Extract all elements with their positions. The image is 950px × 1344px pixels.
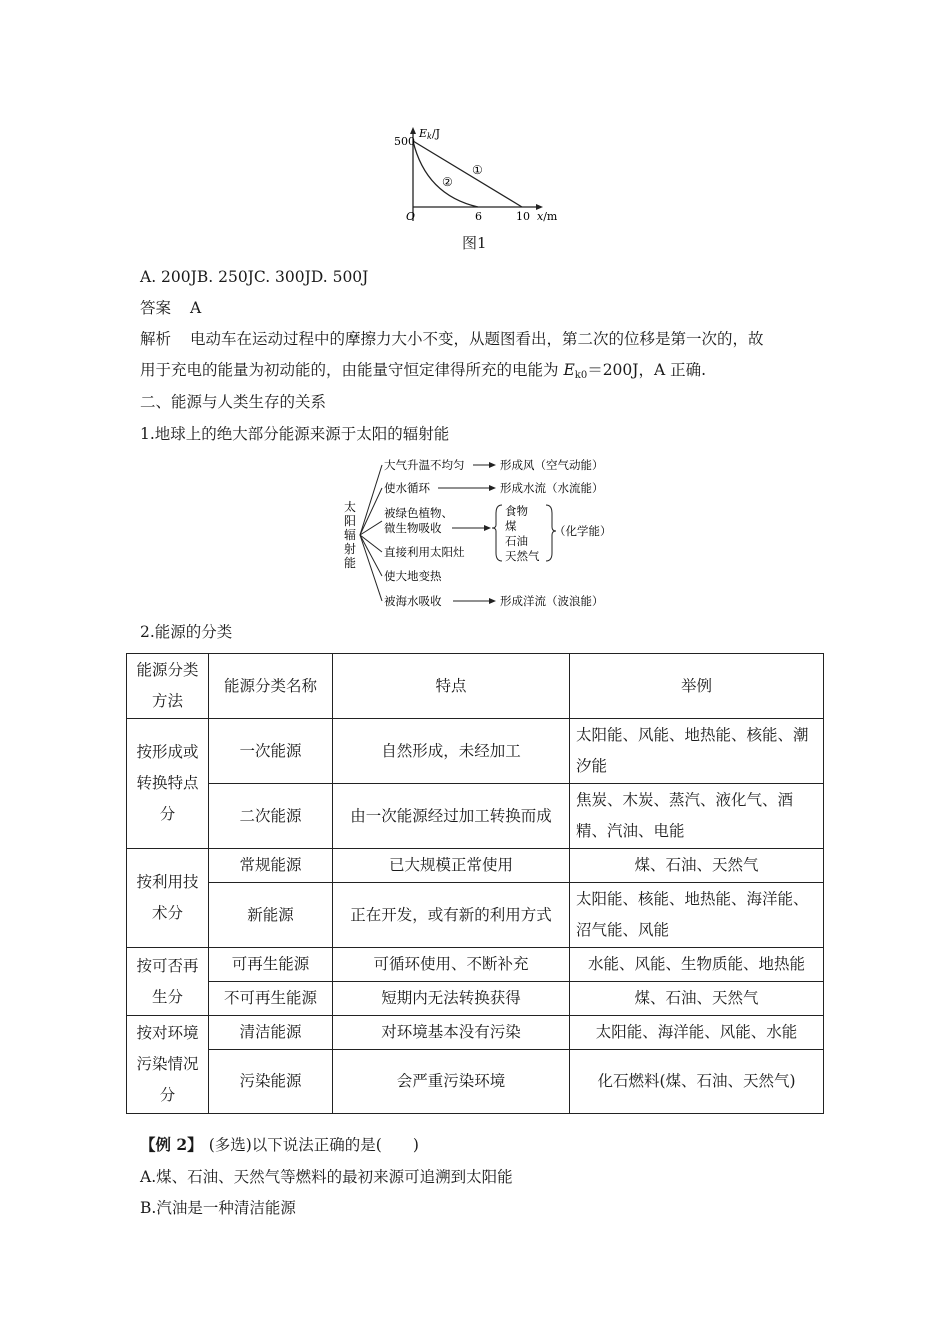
example-2-text: (多选)以下说法正确的是( ): [208, 1136, 419, 1154]
branch-3b: 微生物吸收: [384, 521, 442, 535]
options-line: A. 200JB. 250JC. 300JD. 500J: [140, 268, 369, 286]
method-cell: 按形成或转换特点分: [127, 719, 209, 849]
y-axis-arrow: [410, 127, 416, 134]
example-cell: 太阳能、核能、地热能、海洋能、沼气能、风能: [570, 883, 824, 948]
source-char-5: 能: [344, 556, 357, 570]
feature-cell: 短期内无法转换获得: [333, 982, 570, 1016]
analysis-line-1: [140, 328, 763, 350]
line-2-label: ②: [442, 175, 453, 189]
branch-1: 大气升温不均匀: [384, 458, 465, 472]
feature-cell: 对环境基本没有污染: [333, 1016, 570, 1050]
branch-3a: 被绿色植物、: [384, 506, 453, 520]
result-1: 形成风（空气动能）: [500, 458, 604, 472]
y-axis-label: Ek/J: [419, 127, 441, 141]
example-cell: 煤、石油、天然气: [570, 982, 824, 1016]
table-row: [127, 948, 824, 982]
section-2-title: 二、能源与人类生存的关系: [140, 393, 327, 411]
table-row: [127, 784, 824, 849]
table-header-row: [127, 654, 824, 719]
branch-4: 直接利用太阳灶: [384, 545, 465, 559]
feature-cell: 正在开发，或有新的利用方式: [333, 883, 570, 948]
name-cell: 二次能源: [209, 784, 333, 849]
table-row: [127, 883, 824, 948]
example-2-label: 【例 2】: [140, 1135, 203, 1154]
figure-1-caption: 图1: [462, 234, 487, 252]
line-1: [413, 141, 522, 207]
branch-2: 使水循环: [384, 481, 430, 495]
example-cell: 煤、石油、天然气: [570, 849, 824, 883]
example-2-option-b: B.汽油是一种清洁能源: [140, 1199, 296, 1217]
analysis-line-2: 用于充电的能量为初动能的，由能量守恒定律得所充的电能为 $E_{k0}=200J$，A 正确.: [140, 361, 707, 381]
example-cell: 太阳能、海洋能、风能、水能: [570, 1016, 824, 1050]
name-cell: 一次能源: [209, 719, 333, 784]
table-row: [127, 1050, 824, 1114]
header-method: 能源分类方法: [127, 654, 209, 719]
feature-cell: 已大规模正常使用: [333, 849, 570, 883]
result-6: 形成洋流（波浪能）: [500, 594, 604, 608]
method-cell: 按可否再生分: [127, 948, 209, 1016]
name-cell: 新能源: [209, 883, 333, 948]
example-cell: 水能、风能、生物质能、地热能: [570, 948, 824, 982]
branch-6: 被海水吸收: [384, 594, 442, 608]
feature-cell: 由一次能源经过加工转换而成: [333, 784, 570, 849]
header-example: 举例: [570, 654, 824, 719]
table-row: [127, 1016, 824, 1050]
example-cell: 焦炭、木炭、蒸汽、液化气、酒精、汽油、电能: [570, 784, 824, 849]
fan-lines: [360, 465, 382, 601]
name-cell: 污染能源: [209, 1050, 333, 1114]
fuel-4: 天然气: [505, 549, 540, 563]
result-3: （化学能）: [554, 524, 612, 538]
feature-cell: 会严重污染环境: [333, 1050, 570, 1114]
name-cell: 可再生能源: [209, 948, 333, 982]
left-brace: [492, 505, 502, 561]
name-cell: 常规能源: [209, 849, 333, 883]
fuel-3: 石油: [505, 534, 528, 548]
point-1-title: 1.地球上的绝大部分能源来源于太阳的辐射能: [140, 425, 450, 443]
answer-label: 答案: [140, 299, 172, 317]
example-cell: 化石燃料(煤、石油、天然气): [570, 1050, 824, 1114]
source-char-1: 太: [344, 500, 357, 514]
answer-value: A: [189, 299, 202, 317]
example-2-question: [140, 1134, 419, 1156]
table-row: [127, 719, 824, 784]
origin-label: O: [406, 210, 416, 223]
name-cell: 不可再生能源: [209, 982, 333, 1016]
y-tick-500: 500: [394, 135, 415, 148]
point-2-title: 2.能源的分类: [140, 623, 233, 641]
feature-cell: 自然形成，未经加工: [333, 719, 570, 784]
result-2: 形成水流（水流能）: [500, 481, 604, 495]
fuel-2: 煤: [505, 519, 517, 533]
method-cell: 按对环境污染情况分: [127, 1016, 209, 1114]
table-row: [127, 849, 824, 883]
x-tick-6: 6: [475, 210, 482, 223]
x-axis-label: x/m: [537, 210, 558, 223]
source-char-3: 辐: [344, 528, 357, 542]
source-char-4: 射: [344, 542, 357, 556]
solar-energy-diagram: [340, 455, 620, 615]
name-cell: 清洁能源: [209, 1016, 333, 1050]
analysis-label: 解析: [140, 330, 172, 348]
analysis-text-1: 电动车在运动过程中的摩擦力大小不变，从题图看出，第二次的位移是第一次的，故: [189, 330, 764, 348]
method-cell: 按利用技术分: [127, 849, 209, 948]
example-2-option-a: A.煤、石油、天然气等燃料的最初来源可追溯到太阳能: [140, 1168, 513, 1186]
answer-line: [140, 297, 201, 319]
fuel-1: 食物: [505, 504, 528, 518]
feature-cell: 可循环使用、不断补充: [333, 948, 570, 982]
header-name: 能源分类名称: [209, 654, 333, 719]
source-char-2: 阳: [344, 514, 357, 528]
branch-5: 使大地变热: [384, 569, 442, 583]
line-1-label: ①: [472, 163, 483, 177]
figure-1-graph: [390, 125, 570, 225]
energy-classification-table: [126, 653, 824, 1114]
x-tick-10: 10: [516, 210, 530, 223]
example-cell: 太阳能、风能、地热能、核能、潮汐能: [570, 719, 824, 784]
header-feature: 特点: [333, 654, 570, 719]
table-row: [127, 982, 824, 1016]
